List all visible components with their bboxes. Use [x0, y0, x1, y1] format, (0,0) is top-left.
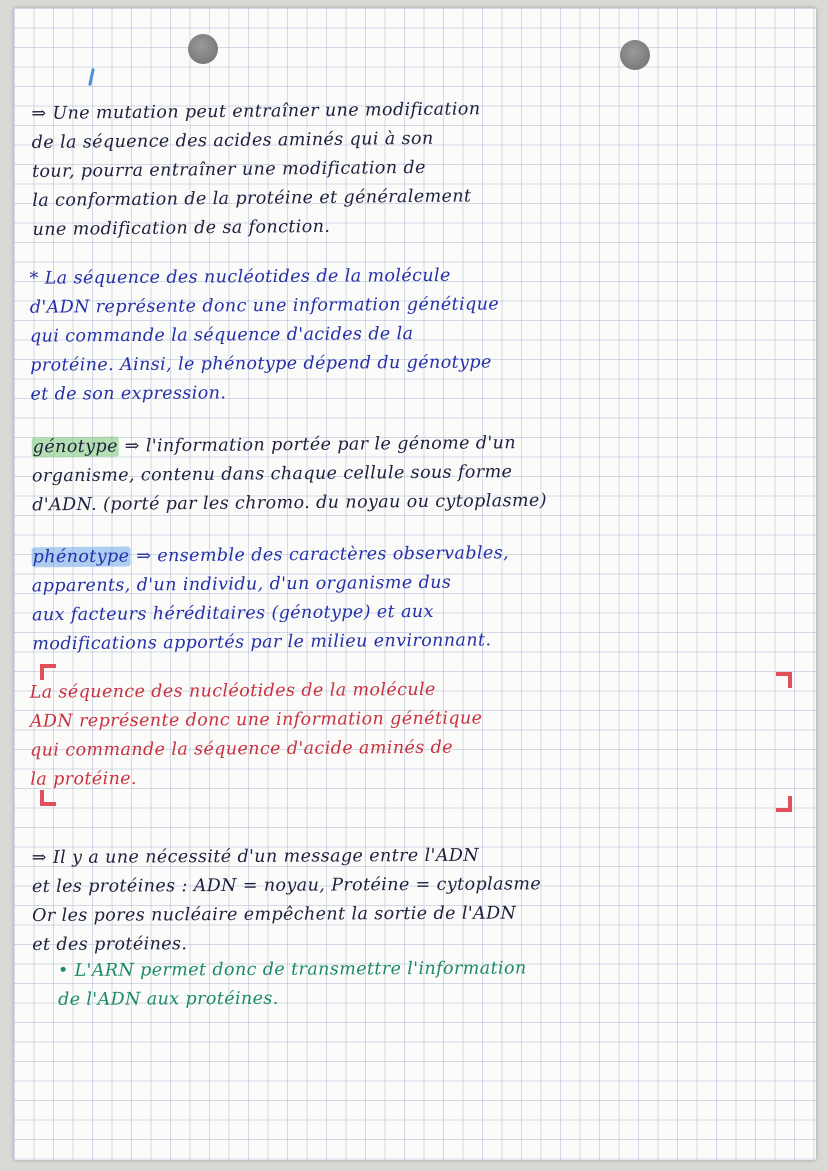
framed-summary: La séquence des nucléotides de la molécule ADN représente donc une information génétique qui commande la séquence d'acide aminés de la protéine. — [29, 679, 483, 790]
sequence-paragraph: * La séquence des nucléotides de la molécule d'ADN représente donc une information génétique qui commande la séquence d'acides de la protéine. Ainsi, le phénotype dépend du génotype et de son expression. — [29, 265, 500, 405]
mutation-paragraph: ⇒ Une mutation peut entraîner une modification de la séquence des acides aminés qui à son tour, pourra entraîner une modification de la conformation de la protéine et généralement une modification de sa fonction. — [31, 99, 481, 240]
genotype-text: ⇒ l'information portée par le génome d'un organisme, contenu dans chaque cellule sous forme d'ADN. (porté par les chromo. du noyau ou cytoplasme) — [31, 433, 548, 516]
phenotype-definition — [32, 537, 803, 660]
genotype-definition — [32, 427, 803, 521]
punch-hole — [620, 40, 650, 70]
red-frame-corner — [776, 796, 792, 812]
punch-hole — [188, 34, 218, 64]
message-paragraph: ⇒ Il y a une nécessité d'un message entre l'ADN et les protéines : ADN = noyau, Protéine = cytoplasme Or les pores nucléaire empêchent la sortie de l'ADN et des protéines. — [31, 845, 542, 956]
arn-paragraph: • L'ARN permet donc de transmettre l'information de l'ADN aux protéines. — [57, 958, 527, 1010]
phenotype-text: ⇒ ensemble des caractères observables, apparents, d'un individu, d'un organisme dus aux facteurs héréditaires (génotype) et aux modifications apportés par le milieu environnant. — [31, 543, 510, 655]
phenotype-term: phénotype — [32, 546, 130, 568]
pen-mark — [88, 68, 95, 86]
genotype-term: génotype — [32, 436, 118, 458]
